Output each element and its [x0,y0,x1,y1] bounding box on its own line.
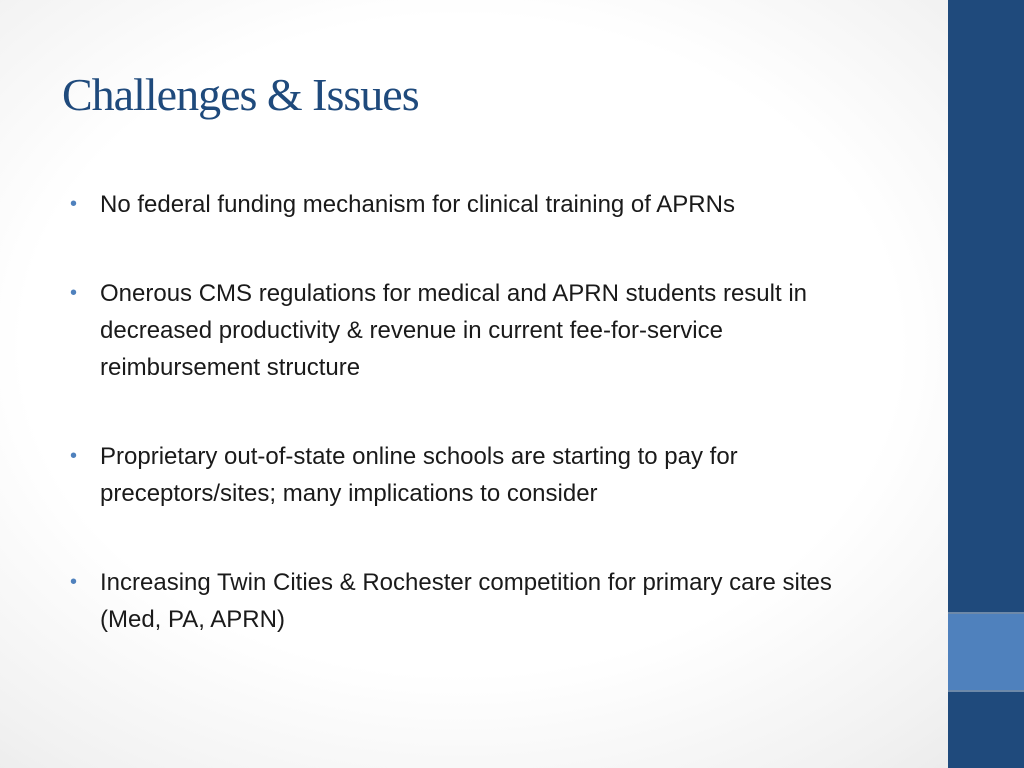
bullet-text: No federal funding mechanism for clinical training of APRNs [100,191,735,218]
bullet-item [68,438,888,512]
bullet-item [68,186,888,223]
bullet-item [68,275,888,386]
bullet-dot-icon: • [70,282,78,304]
side-accent-block [948,614,1024,690]
bullet-list [68,186,888,690]
bullet-text: Onerous CMS regulations for medical and APRN students result in decreased productivity & revenue in current fee-for-service reimbursement structure [100,280,808,381]
slide-title: Challenges & Issues [62,69,419,120]
bullet-text: Increasing Twin Cities & Rochester competition for primary care sites (Med, PA, APRN) [100,569,832,633]
bullet-dot-icon: • [70,445,78,467]
bullet-dot-icon: • [70,193,78,215]
bullet-text: Proprietary out-of-state online schools are starting to pay for preceptors/sites; many implications to consider [100,443,738,507]
bullet-item [68,564,888,638]
bullet-dot-icon: • [70,571,78,593]
side-divider-bottom [948,690,1024,692]
